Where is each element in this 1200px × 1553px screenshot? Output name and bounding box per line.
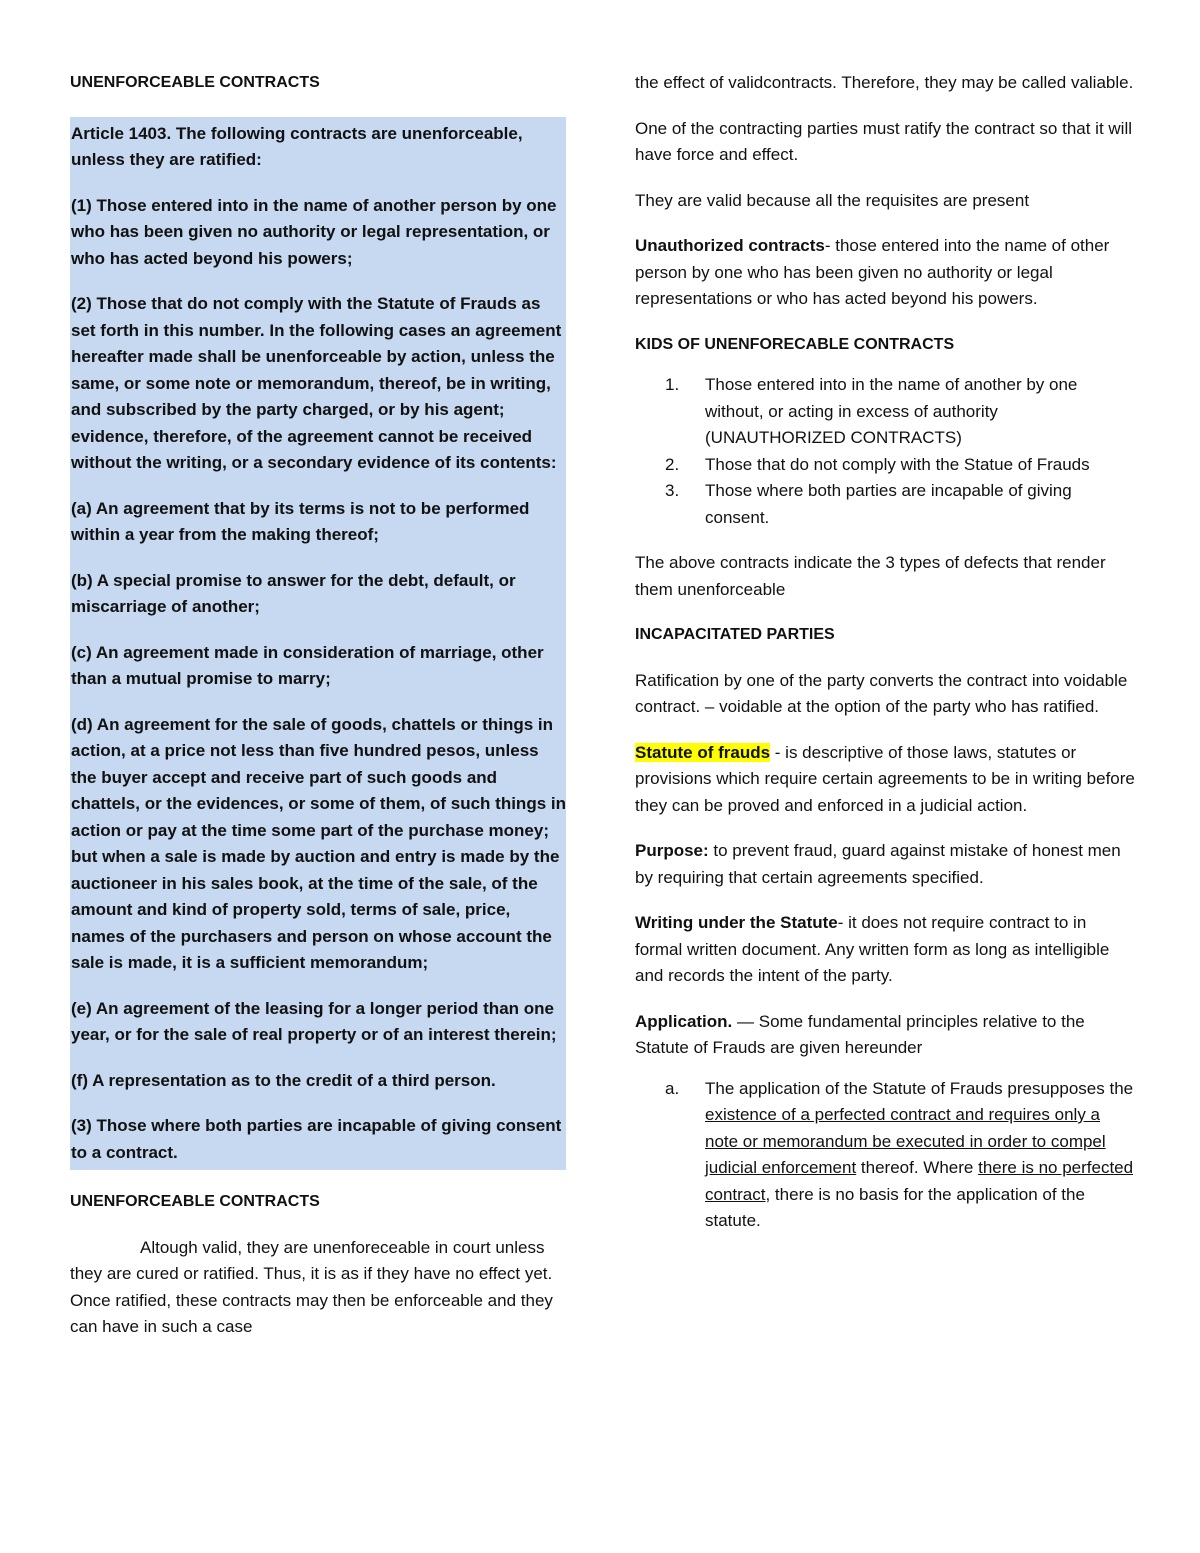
unauthorized-paragraph xyxy=(635,233,1135,313)
purpose-term: Purpose: xyxy=(635,841,709,860)
writing-paragraph: Writing under the Statute- it does not require contract to in formal written document. Any written form as long as intelligible and records the intent of the party. xyxy=(635,913,1110,985)
body-paragraph: Altough valid, they are unenforeceable in court unless they are cured or ratified. Thus, it is as if they have no effect yet. Once ratified, these contracts may then be enforceable and they can have in such a case xyxy=(70,1237,553,1336)
kinds-heading: KIDS OF UNENFORECABLE CONTRACTS xyxy=(635,335,955,353)
valid-paragraph: They are valid because all the requisites are present xyxy=(635,190,1030,210)
article-1403-box xyxy=(70,117,566,1171)
purpose-paragraph: Purpose: to prevent fraud, guard against mistake of honest men by requiring that certain agreements specified. xyxy=(635,841,1121,887)
list-item: 2. Those that do not comply with the Statue of Frauds xyxy=(665,454,1090,474)
section-heading: UNENFORCEABLE CONTRACTS xyxy=(70,74,320,91)
right-column xyxy=(635,70,1135,1235)
article-clause-3: (3) Those where both parties are incapable of giving consent to a contract. xyxy=(71,1116,562,1162)
statute-of-frauds-term: Statute of frauds xyxy=(635,742,771,762)
application-list xyxy=(635,1076,1135,1235)
article-clause-2: (2) Those that do not comply with the Statute of Frauds as set forth in this number. In the following cases an agreement hereafter made shall be unenforceable by action, unless the same, or some note or memorandum, thereof, be in writing, and subscribed by the party charged, or by his agent; evidence, therefore, of the agreement cannot be received without the writing, or a secondary evidence of its contents: xyxy=(71,294,562,472)
article-clause-c: (c) An agreement made in consideration of marriage, other than a mutual promise to marry; xyxy=(71,642,544,688)
kinds-list xyxy=(635,372,1135,531)
statute-of-frauds-definition: - is descriptive of those laws, statutes or provisions which require certain agreements to be in writing before they can be proved and enforced in a judicial action. xyxy=(635,742,1135,815)
defects-paragraph: The above contracts indicate the 3 types of defects that render them unenforceable xyxy=(635,553,1106,599)
article-intro: Article 1403. The following contracts are unenforceable, unless they are ratified: xyxy=(71,123,523,169)
incapacitated-heading: INCAPACITATED PARTIES xyxy=(635,626,835,643)
application-paragraph: Application. — Some fundamental principles relative to the Statute of Frauds are given hereunder xyxy=(635,1011,1085,1057)
article-clause-f: (f) A representation as to the credit of a third person. xyxy=(71,1070,496,1090)
statute-of-frauds-paragraph xyxy=(635,740,1135,820)
article-clause-1: (1) Those entered into in the name of another person by one who has been given no authority or legal representation, or who has acted beyond his powers; xyxy=(71,195,557,268)
unauthorized-definition: - those entered into the name of other person by one who has been given no authority or legal representations or who has acted beyond his powers. xyxy=(635,236,1110,308)
section-heading-2: UNENFORCEABLE CONTRACTS xyxy=(70,1193,320,1210)
unauthorized-term: Unauthorized contracts xyxy=(635,236,825,255)
application-term: Application. xyxy=(635,1011,733,1031)
article-clause-a: (a) An agreement that by its terms is not to be performed within a year from the making thereof; xyxy=(71,498,530,544)
list-item: a. The application of the Statute of Frauds presupposes the existence of a perfected contract and requires only a note or memorandum be executed in order to compel judicial enforcement thereof. Where there is no perfected contract, there is no basis for the application of the statute. xyxy=(665,1078,1134,1230)
list-item: 1. Those entered into in the name of another by one without, or acting in excess of authority (UNAUTHORIZED CONTRACTS) xyxy=(665,375,1078,447)
list-item: 3. Those where both parties are incapable of giving consent. xyxy=(665,481,1072,527)
article-clause-d: (d) An agreement for the sale of goods, chattels or things in action, at a price not less than five hundred pesos, unless the buyer accept and receive part of such goods and chattels, or the evidences, or some of them, of such things in action or pay at the time some part of the purchase money; but when a sale is made by auction and entry is made by the auctioneer in his sales book, at the time of the sale, of the amount and kind of property sold, terms of sale, price, names of the purchasers and person on whose account the sale is made, it is a sufficient memorandum; xyxy=(71,714,566,972)
ratification-paragraph: Ratification by one of the party converts the contract into voidable contract. – voidable at the option of the party who has ratified. xyxy=(635,670,1128,716)
article-clause-b: (b) A special promise to answer for the debt, default, or miscarriage of another; xyxy=(71,570,516,616)
ratify-paragraph: One of the contracting parties must ratify the contract so that it will have force and effect. xyxy=(635,118,1133,164)
continued-paragraph: the effect of validcontracts. Therefore, they may be called valiable. xyxy=(635,73,1134,92)
article-clause-e: (e) An agreement of the leasing for a longer period than one year, or for the sale of real property or of an interest therein; xyxy=(71,998,557,1044)
writing-term: Writing under the Statute xyxy=(635,913,838,932)
left-column xyxy=(70,70,566,1341)
